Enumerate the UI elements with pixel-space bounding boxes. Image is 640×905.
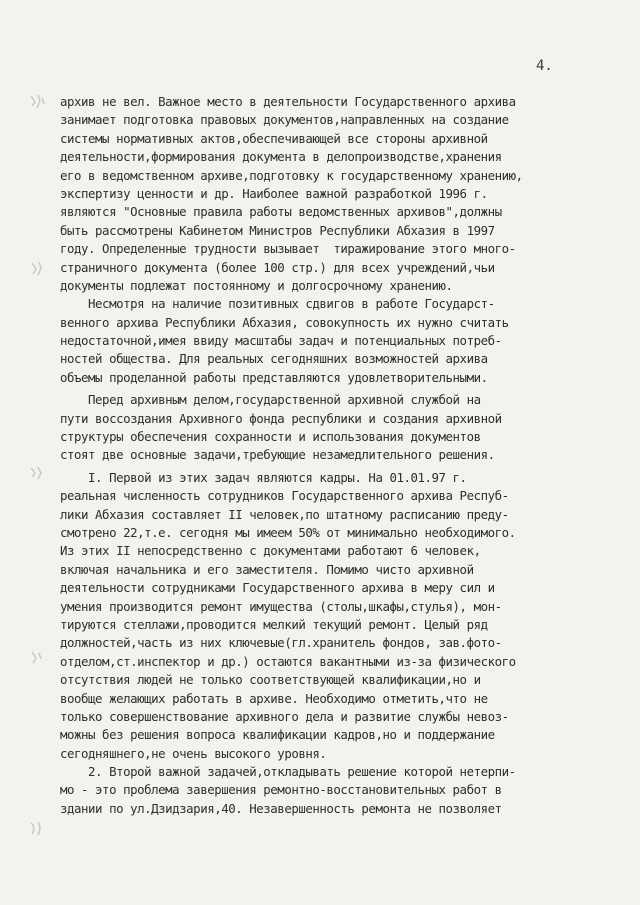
text-line: вообще желающих работать в архиве. Необходимо отметить,что не [60, 690, 488, 706]
paragraph [60, 763, 605, 818]
text-line: недостаточной,имея ввиду масштабы задач и потенциальных потреб- [60, 333, 502, 349]
text-line: должностей,часть из них ключевые(гл.хранитель фондов, зав.фото- [60, 635, 502, 651]
text-line: I. Первой из этих задач являются кадры. На 01.01.97 г. [60, 469, 467, 485]
text-line: смотрено 22,т.е. сегодня мы имеем 50% от минимально необходимого. [60, 524, 516, 540]
text-line: тируются стеллажи,проводится мелкий текущий ремонт. Целый ряд [60, 616, 488, 632]
text-line: можны без решения вопроса квалификации кадров,но и поддержание [60, 727, 495, 743]
text-line: лики Абхазия составляет II человек,по штатному расписанию преду- [60, 506, 509, 522]
paragraph [60, 295, 605, 387]
page-number: 4. [536, 58, 553, 74]
text-line: деятельности,формирования документа в делопроизводстве,хранения [60, 149, 502, 165]
paragraph [60, 469, 605, 763]
text-line: его в ведомственном архиве,подготовку к государственному хранению, [60, 167, 523, 183]
text-line: деятельности сотрудниками Государственного архива в меру сил и [60, 580, 495, 596]
text-line: отделом,ст.инспектор и др.) остаются вакантными из-за физического [60, 653, 516, 669]
text-line: страничного документа (более 100 стр.) для всех учреждений,чьи [60, 259, 495, 275]
text-line: только совершенствование архивного дела и развитие службы невоз- [60, 708, 509, 724]
text-line: быть рассмотрены Кабинетом Министров Республики Абхазия в 1997 [60, 222, 495, 238]
binding-hole-mark-icon [26, 818, 48, 840]
text-line: экспертизу ценности и др. Наиболее важной разработкой 1996 г. [60, 185, 488, 201]
text-line: стоят две основные задачи,требующие незамедлительного решения. [60, 447, 495, 463]
text-line: Из этих II непосредственно с документами работают 6 человек, [60, 543, 481, 559]
text-line: занимает подготовка правовых документов,направленных на создание [60, 112, 509, 128]
text-line: структуры обеспечения сохранности и использования документов [60, 429, 481, 445]
text-line: пути воссоздания Архивного фонда республики и создания архивной [60, 410, 502, 426]
text-line: здании по ул.Дзидзария,40. Незавершенность ремонта не позволяет [60, 800, 502, 816]
text-line: Несмотря на наличие позитивных сдвигов в работе Государст- [60, 296, 495, 312]
text-line: являются "Основные правила работы ведомственных архивов",должны [60, 204, 502, 220]
text-line: реальная численность сотрудников Государственного архива Респуб- [60, 488, 509, 504]
text-line: архив не вел. Важное место в деятельности Государственного архива [60, 94, 516, 109]
paragraph [60, 93, 605, 295]
text-line: мо - это проблема завершения ремонтно-восстановительных работ в [60, 782, 502, 798]
document-body [60, 93, 605, 818]
text-line: системы нормативных актов,обеспечивающей все стороны архивной [60, 130, 488, 146]
text-line: 2. Второй важной задачей,откладывать решение которой нетерпи- [60, 764, 516, 780]
text-line: венного архива Республики Абхазия, совокупность их нужно считать [60, 314, 509, 330]
text-line: отсутствия людей не только соответствующей квалификации,но и [60, 672, 481, 688]
text-line: сегодняшнего,не очень высокого уровня. [60, 745, 327, 761]
paragraph [60, 391, 605, 465]
text-line: ностей общества. Для реальных сегодняшних возможностей архива [60, 351, 488, 367]
text-line: включая начальника и его заместителя. Помимо чисто архивной [60, 561, 474, 577]
text-line: году. Определенные трудности вызывает тиражирование этого много- [60, 241, 516, 257]
text-line: документы подлежат постоянному и долгосрочному хранению. [60, 277, 453, 293]
binding-hole-mark-icon [26, 648, 48, 670]
binding-hole-mark-icon [26, 258, 48, 280]
text-line: объемы проделанной работы представляются удовлетворительными. [60, 369, 488, 385]
text-line: умения производится ремонт имущества (столы,шкафы,стулья), мон- [60, 598, 502, 614]
text-line: Перед архивным делом,государственной архивной службой на [60, 392, 481, 408]
binding-hole-mark-icon [26, 92, 48, 114]
binding-hole-mark-icon [26, 462, 48, 484]
